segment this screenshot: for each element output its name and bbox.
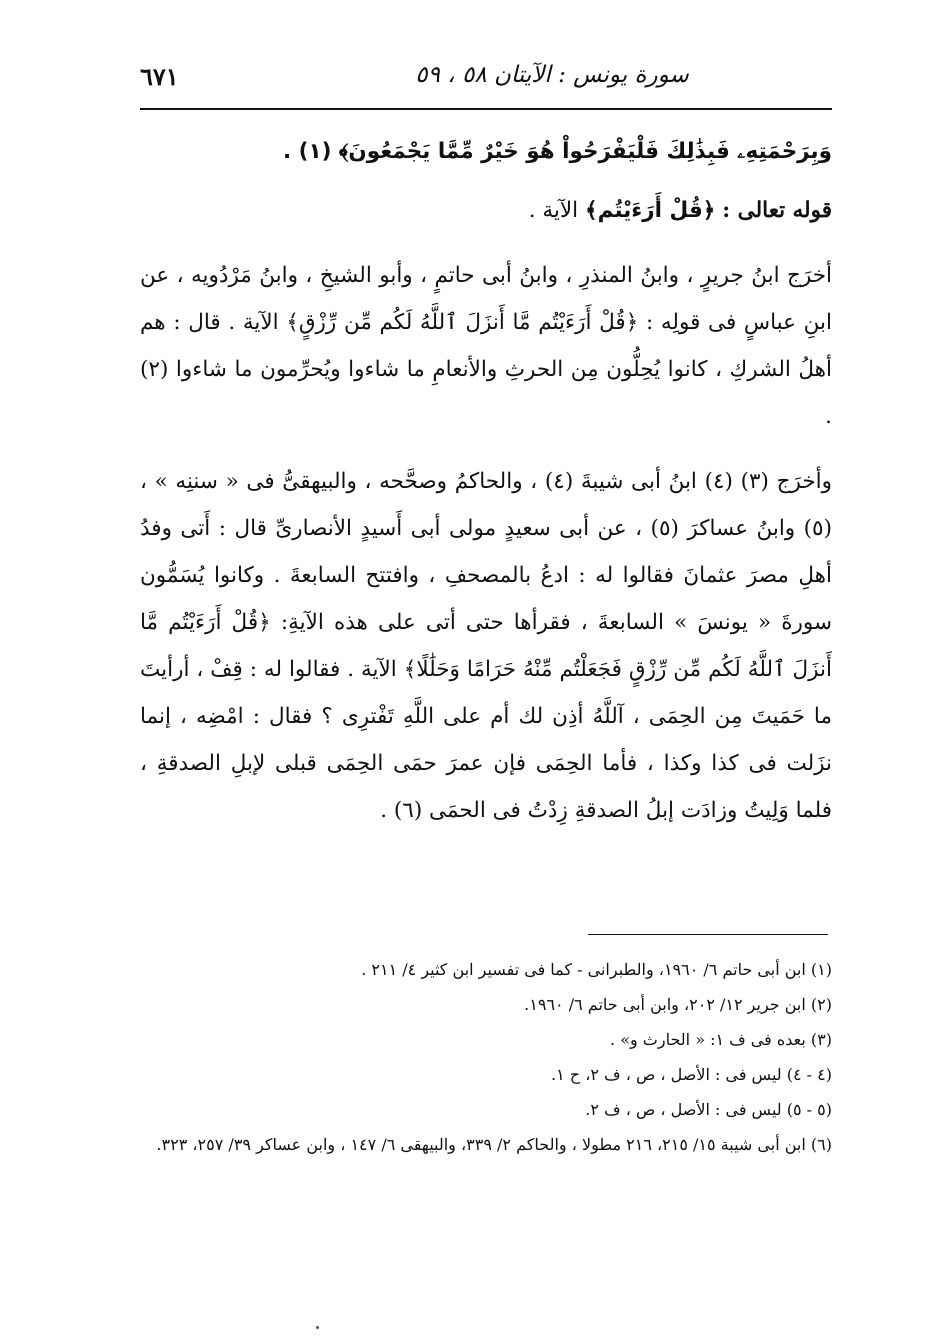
paragraph-1: أخرَج ابنُ جريرٍ ، وابنُ المنذرِ ، وابنُ أبى حاتمٍ ، وأبو الشيخِ ، وابنُ مَرْدُويه ، عن ابنِ عباسٍ فى قولِه : ﴿قُلْ أَرَءَيْتُم مَّا أَنزَلَ ٱللَّهُ لَكُم مِّن رِّزْقٍ﴾ الآية . قال : هم أهلُ الشركِ ، كانوا يُحِلُّون مِن الحرثِ والأنعامِ ما شاءوا ويُحرِّمون ما شاءوا (٢) . xyxy=(140,263,832,429)
main-text xyxy=(140,128,832,834)
footnote-rule xyxy=(588,934,828,935)
page-number: ٦٧١ xyxy=(140,62,179,91)
scan-speck xyxy=(316,1326,319,1329)
footnote-5: (٥ - ٥) ليس فى : الأصل ، ص ، ف ٢. xyxy=(585,1100,832,1119)
paragraph-2: وأخرَج (٣) (٤) ابنُ أبى شيبةَ (٤) ، والحاكمُ وصحَّحه ، والبيهقىُّ فى « سننِه » ، (٥) وابنُ عساكرَ (٥) ، عن أبى سعيدٍ مولى أبى أَسيدٍ الأنصارىِّ قال : أَتى وفدُ أهلِ مصرَ عثمانَ فقالوا له : ادعُ بالمصحفِ ، وافتتح السابعةَ . وكانوا يُسَمُّون سورةَ « يونسَ » السابعةَ ، فقرأها حتى أتى على هذه الآيةِ: ﴿قُلْ أَرَءَيْتُم مَّا أَنزَلَ ٱللَّهُ لَكُم مِّن رِّزْقٍ فَجَعَلْتُم مِّنْهُ حَرَامًا وَحَلَٰلًا﴾ الآية . فقالوا له : قِفْ ، أرأيتَ ما حَمَيتَ مِن الحِمَى ، آللَّهُ أذِن لك أم على اللَّهِ تَفْترِى ؟ فقال : امْضِه ، إنما نزَلت فى كذا وكذا ، فأما الحِمَى فإن عمرَ حمَى الحِمَى قبلى لإبلِ الصدقةِ ، فلما وَلِيتُ وزادَت إبلُ الصدقةِ زِدْتُ فى الحمَى (٦) . xyxy=(140,469,832,823)
footnote-3: (٣) بعده فى ف ١: « الحارث و» . xyxy=(610,1030,832,1049)
qawluhu-end: الآية . xyxy=(528,198,579,223)
page-header xyxy=(140,58,832,98)
running-title: سورة يونس : الآيتان ٥٨ ، ٥٩ xyxy=(415,62,689,88)
qawluhu-line xyxy=(140,187,832,234)
footnotes xyxy=(140,952,832,1162)
qawluhu-lead: قوله تعالى : xyxy=(722,198,832,223)
verse-line: وَبِرَحْمَتِهِۦ فَبِذَٰلِكَ فَلْيَفْرَحُواْ هُوَ خَيْرٌ مِّمَّا يَجْمَعُونَ﴾ (١) . xyxy=(282,139,832,164)
footnote-2: (٢) ابن جرير ١٢/ ٢٠٢، وابن أبى حاتم ٦/ ١٩٦٠. xyxy=(524,995,832,1014)
footnote-1: (١) ابن أبى حاتم ٦/ ١٩٦٠، والطبرانى - كما فى تفسير ابن كثير ٤/ ٢١١ . xyxy=(361,960,832,979)
footnote-6: (٦) ابن أبى شيبة ١٥/ ٢١٥، ٢١٦ مطولا ، والحاكم ٢/ ٣٣٩، والبيهقى ٦/ ١٤٧ ، وابن عساكر ٣٩/ ٢٥٧، ٣٢٣. xyxy=(156,1135,832,1154)
qawluhu-verse: ﴿قُلْ أَرَءَيْتُم﴾ xyxy=(585,198,716,223)
footnote-4: (٤ - ٤) ليس فى : الأصل ، ص ، ف ٢، ح ١. xyxy=(551,1065,832,1084)
header-rule xyxy=(140,108,832,110)
